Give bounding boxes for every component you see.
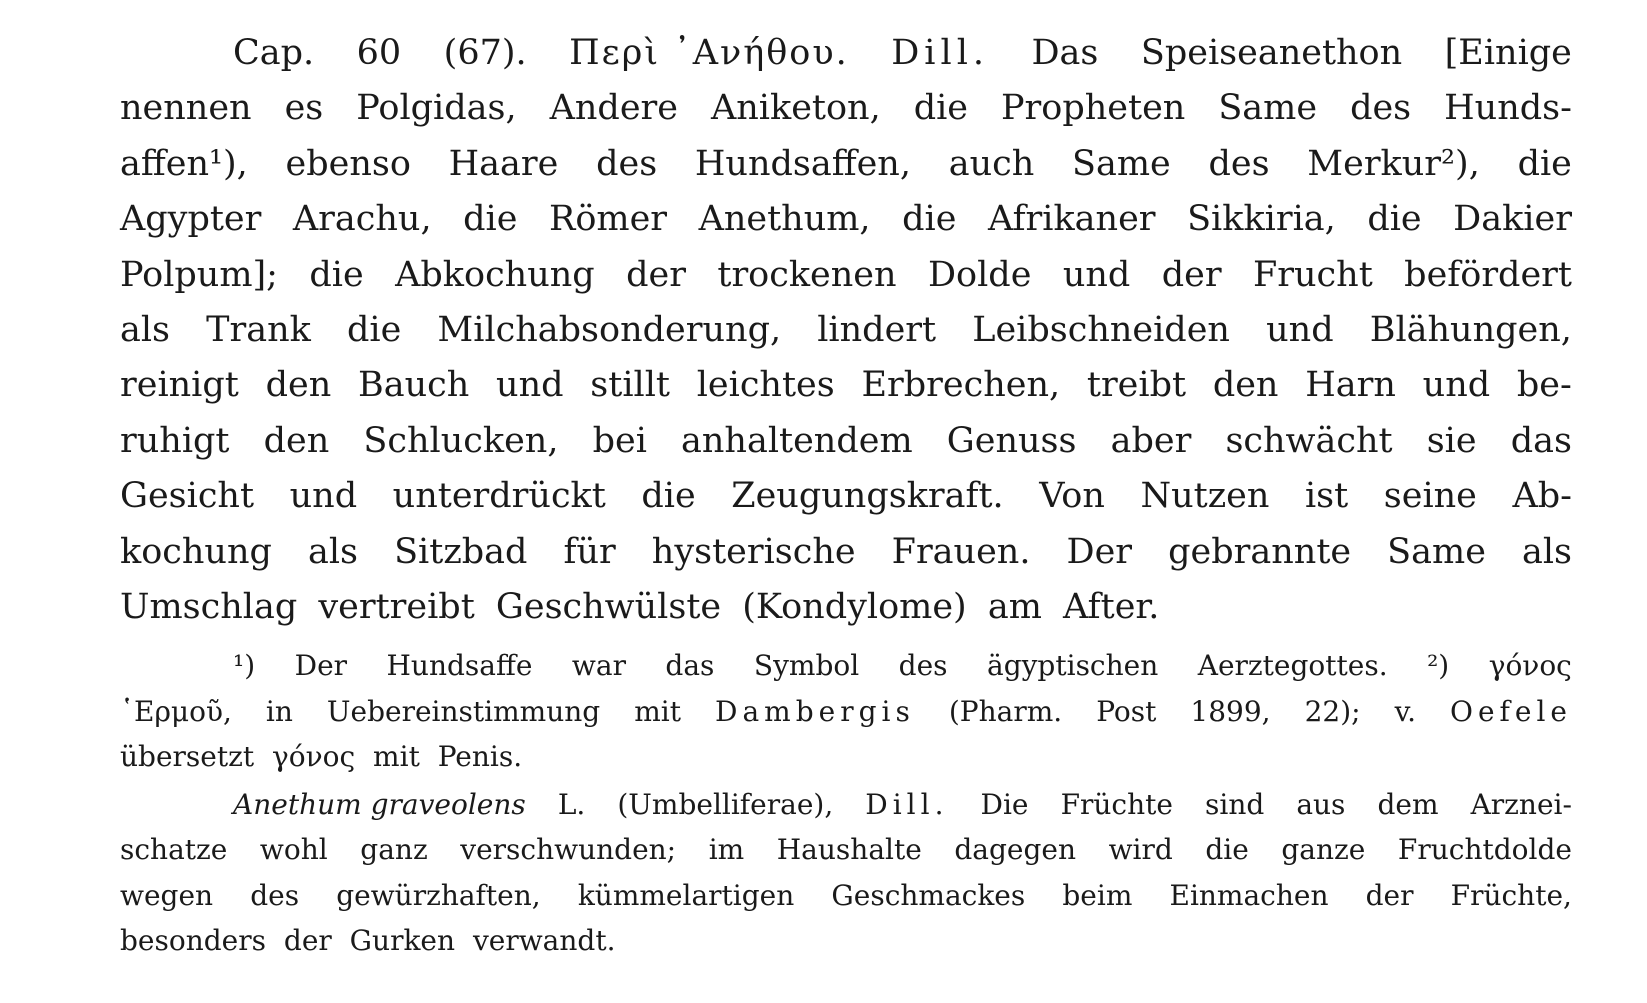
word: befördert <box>1404 254 1572 295</box>
word: Sikkiria, <box>1187 199 1336 240</box>
word: die <box>902 199 957 240</box>
word: für <box>563 531 616 572</box>
word: aus <box>1296 787 1346 821</box>
main-line <box>120 81 1572 136</box>
last-line-text: übersetzt γόνος mit Penis. <box>120 740 523 774</box>
word: Uebereinstimmung <box>326 694 601 728</box>
word: ganze <box>1281 833 1366 867</box>
word: v. <box>1394 694 1416 728</box>
word: L. <box>557 787 586 821</box>
main-line <box>120 469 1572 524</box>
word: Agypter <box>120 199 262 240</box>
word: bei <box>592 420 647 461</box>
word: im <box>708 833 745 867</box>
word: den <box>265 365 332 406</box>
word: Römer <box>548 199 668 240</box>
word: gebrannte <box>1168 531 1352 572</box>
word: die <box>346 309 402 350</box>
main-line <box>120 525 1572 580</box>
word: war <box>571 649 626 683</box>
word: in <box>265 694 293 728</box>
word: dagegen <box>954 833 1076 867</box>
word: (Umbelliferae), <box>617 787 834 821</box>
word: Dakier <box>1453 199 1572 240</box>
word: Polpum]; <box>120 254 278 295</box>
word: Hundsaffe <box>386 649 533 683</box>
word: Cap. <box>233 33 315 73</box>
word: Leibschneiden <box>972 309 1230 350</box>
word: als <box>1521 531 1572 572</box>
word: die <box>309 254 364 295</box>
word: Same <box>1387 531 1486 572</box>
word: auch <box>948 143 1035 184</box>
word: ist <box>1304 476 1349 517</box>
footnotes <box>120 643 1572 780</box>
word: Geschmackes <box>831 878 1026 912</box>
word: (Pharm. <box>948 694 1063 728</box>
last-line-text: besonders der Gurken verwandt. <box>120 924 616 958</box>
word: Post <box>1096 694 1157 728</box>
word: ganz <box>360 833 428 867</box>
word: Aniketon, <box>710 88 881 129</box>
word: ebenso <box>285 143 411 184</box>
word: die <box>463 199 518 240</box>
author-name: Oefele <box>1450 694 1572 728</box>
main-line <box>120 137 1572 192</box>
word: Der <box>1066 531 1133 572</box>
word: Haushalte <box>776 833 922 867</box>
word: Arachu, <box>292 199 432 240</box>
word: Haare <box>448 143 559 184</box>
word: Die <box>980 787 1029 821</box>
word: Von <box>1039 476 1105 517</box>
word: als <box>120 309 171 350</box>
word: anhaltendem <box>681 420 913 461</box>
word: des <box>1208 143 1270 184</box>
word: des <box>1350 88 1412 129</box>
commentary-paragraph <box>120 782 1572 964</box>
word: Nutzen <box>1140 476 1270 517</box>
word: Schlucken, <box>363 420 559 461</box>
word: aber <box>1110 420 1192 461</box>
main-line <box>120 358 1572 413</box>
word: Dill. <box>865 787 949 821</box>
word: der <box>1161 254 1222 295</box>
word: affen¹), <box>120 143 248 184</box>
word: es <box>284 88 324 129</box>
word: Einmachen <box>1169 878 1329 912</box>
word: nennen <box>120 88 252 129</box>
footnote-marker: ²) <box>1427 649 1450 683</box>
word: Trank <box>206 309 311 350</box>
word: die <box>1517 143 1572 184</box>
word: Dolde <box>927 254 1032 295</box>
word: Sitzbad <box>394 531 528 572</box>
word: und <box>289 476 358 517</box>
author-name: Dambergis <box>715 694 915 728</box>
word: Das <box>1031 33 1099 73</box>
word: das <box>665 649 715 683</box>
word: wohl <box>259 833 328 867</box>
word: der <box>626 254 686 295</box>
word: sie <box>1426 420 1477 461</box>
word: den <box>263 420 330 461</box>
word: schwächt <box>1225 420 1393 461</box>
word: unterdrückt <box>392 476 606 517</box>
word: Der <box>294 649 348 683</box>
word: Hundsaffen, <box>694 143 911 184</box>
commentary-line <box>120 782 1572 828</box>
word: 1899, <box>1190 694 1271 728</box>
footnote-line <box>120 643 1572 689</box>
word: Symbol <box>753 649 860 683</box>
word: (67). <box>443 33 527 73</box>
main-line <box>120 580 1572 635</box>
word: seine <box>1383 476 1477 517</box>
word: Dill. <box>891 33 990 73</box>
word: des <box>250 878 300 912</box>
footnote-marker: ¹) <box>233 649 256 683</box>
word: die <box>1205 833 1249 867</box>
word: γόνος <box>1488 649 1572 683</box>
word: und <box>1266 309 1334 350</box>
word: und <box>1062 254 1131 295</box>
word: das <box>1510 420 1572 461</box>
footnote-line <box>120 689 1572 735</box>
main-line <box>120 303 1572 358</box>
word: hysterische <box>651 531 856 572</box>
commentary-line <box>120 918 1572 964</box>
word: Erbrechen, <box>861 365 1061 406</box>
word: [Einige <box>1444 33 1572 73</box>
word: trockenen <box>717 254 897 295</box>
word: Aerztegottes. <box>1197 649 1388 683</box>
word: ruhigt <box>120 420 230 461</box>
word: Polgidas, <box>356 88 517 129</box>
last-line-text: Umschlag vertreibt Geschwülste (Kondylome) am After. <box>120 586 1160 627</box>
word: reinigt <box>120 365 239 406</box>
word: Milchabsonderung, <box>437 309 782 350</box>
word: Gesicht <box>120 476 255 517</box>
word: verschwunden; <box>460 833 677 867</box>
word: dem <box>1377 787 1439 821</box>
word: be- <box>1516 365 1572 406</box>
word: und <box>1422 365 1491 406</box>
word: Früchte <box>1060 787 1173 821</box>
word: Arznei- <box>1470 787 1572 821</box>
main-line <box>120 414 1572 469</box>
word: 60 <box>356 33 402 73</box>
word: des <box>898 649 948 683</box>
word: mit <box>634 694 681 728</box>
word: wird <box>1108 833 1173 867</box>
word: wegen <box>120 878 214 912</box>
word: Merkur²), <box>1307 143 1480 184</box>
footnote-line <box>120 734 1572 780</box>
word: ῾Ερμοῦ, <box>120 694 232 728</box>
word: Zeugungskraft. <box>731 476 1004 517</box>
word: kochung <box>120 531 272 572</box>
word: sind <box>1205 787 1265 821</box>
word: Propheten <box>1001 88 1186 129</box>
species-name: Anethum graveolens <box>233 787 526 821</box>
word: Same <box>1218 88 1318 129</box>
word: Abkochung <box>395 254 595 295</box>
main-line <box>120 26 1572 81</box>
word: beim <box>1062 878 1133 912</box>
word: der <box>1365 878 1414 912</box>
main-line <box>120 192 1572 247</box>
word: als <box>307 531 359 572</box>
word: und <box>496 365 564 406</box>
word: treibt <box>1086 365 1187 406</box>
word: den <box>1212 365 1279 406</box>
word: Fruchtdolde <box>1397 833 1572 867</box>
word: die <box>913 88 969 129</box>
word: 22); <box>1304 694 1361 728</box>
word: ägyptischen <box>987 649 1159 683</box>
word: leichtes <box>696 365 835 406</box>
word: Speiseanethon <box>1140 33 1403 73</box>
commentary-line <box>120 827 1572 873</box>
word: Ab- <box>1512 476 1572 517</box>
main-paragraph <box>120 26 1572 635</box>
word: lindert <box>817 309 937 350</box>
word: die <box>641 476 696 517</box>
word: Genuss <box>946 420 1077 461</box>
main-line <box>120 248 1572 303</box>
word: Hunds- <box>1444 88 1572 129</box>
word: Frucht <box>1253 254 1373 295</box>
commentary-line <box>120 873 1572 919</box>
word: Früchte, <box>1450 878 1572 912</box>
word: Andere <box>549 88 678 129</box>
word: Afrikaner <box>987 199 1156 240</box>
word: kümmelartigen <box>577 878 795 912</box>
word: Bauch <box>358 365 470 406</box>
greek-heading: Περὶ ᾽Ανήθου. <box>569 33 849 73</box>
word: stillt <box>590 365 670 406</box>
document-page <box>120 26 1572 964</box>
word: gewürzhaften, <box>336 878 541 912</box>
word: des <box>596 143 658 184</box>
word: Blähungen, <box>1369 309 1572 350</box>
word: Same <box>1071 143 1171 184</box>
word: Frauen. <box>891 531 1031 572</box>
word: Anethum, <box>698 199 871 240</box>
word: Harn <box>1305 365 1396 406</box>
word: die <box>1367 199 1422 240</box>
word: schatze <box>120 833 228 867</box>
